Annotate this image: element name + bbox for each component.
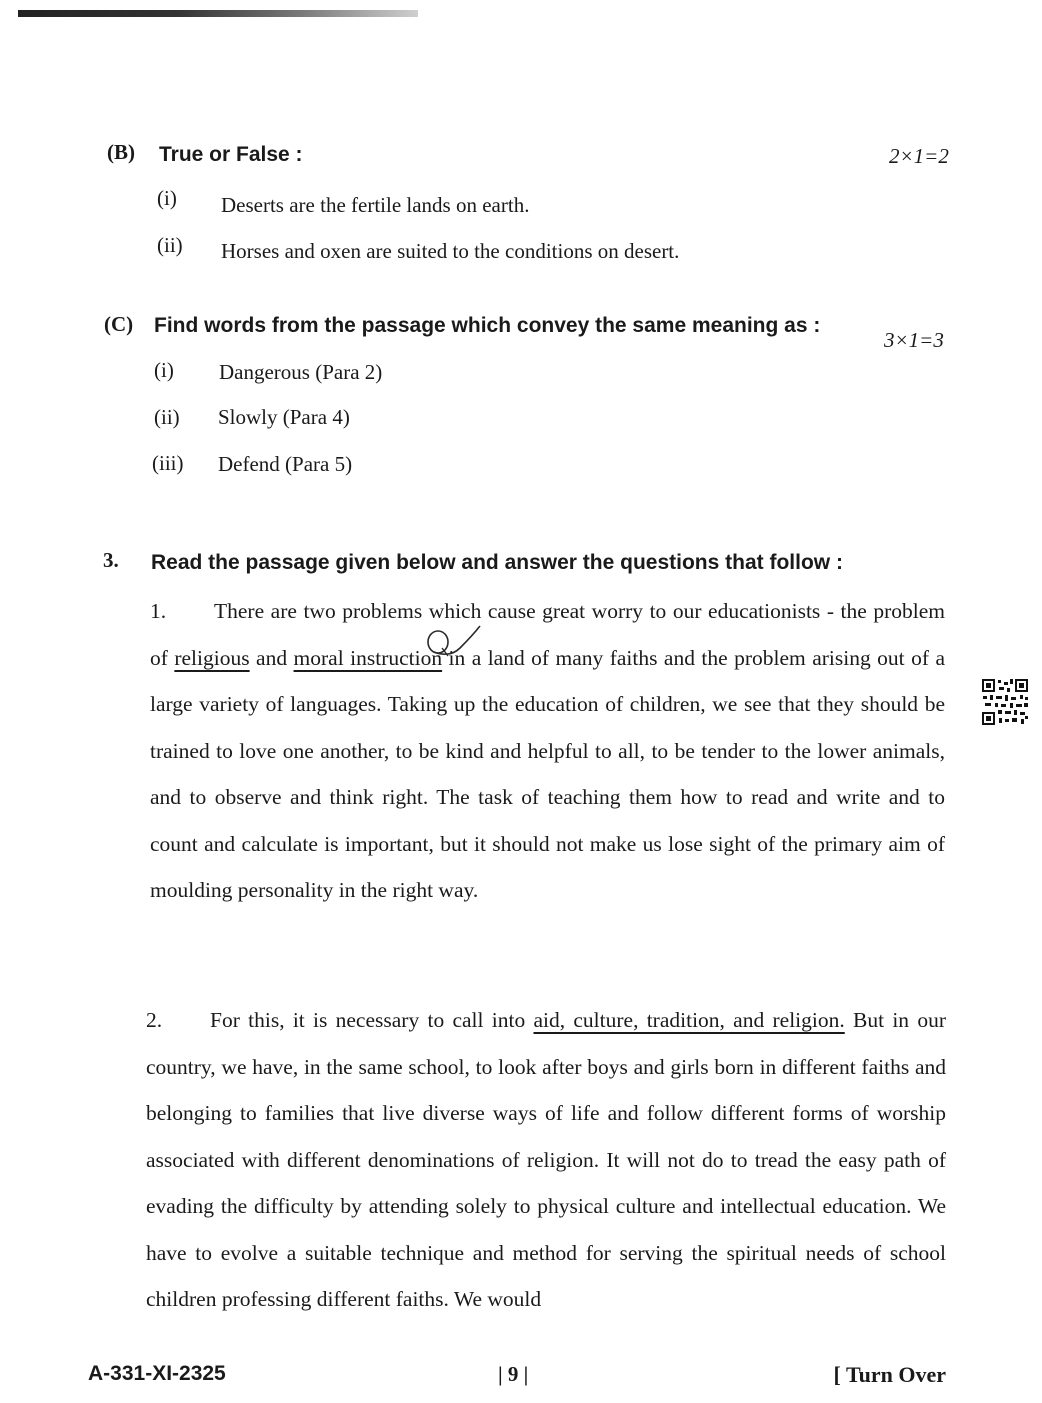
section-b-item-text: Horses and oxen are suited to the conditions on desert. xyxy=(221,239,680,263)
question-3-instruction: Read the passage given below and answer the questions that follow : xyxy=(151,551,843,574)
paragraph-text: and xyxy=(249,645,294,670)
underlined-text: religious xyxy=(174,645,250,670)
scan-edge-bar xyxy=(18,10,418,17)
paragraph-text: For this, it is necessary to call into xyxy=(210,1008,534,1032)
section-c-item-text: Dangerous (Para 2) xyxy=(219,360,383,384)
section-b-item-text: Deserts are the fertile lands on earth. xyxy=(221,193,530,217)
section-b-item-num: (ii) xyxy=(157,233,183,257)
section-b-item-num: (i) xyxy=(157,186,177,210)
section-c-marks: 3×1=3 xyxy=(884,328,944,352)
section-c-item-text: Slowly (Para 4) xyxy=(218,405,350,429)
question-3-number: 3. xyxy=(103,548,119,572)
section-c-item-num: (i) xyxy=(154,358,174,382)
section-b-label: (B) xyxy=(107,140,135,164)
section-b-title: True or False : xyxy=(159,143,303,166)
passage-paragraph-1 xyxy=(150,588,945,914)
section-c-item-num: (iii) xyxy=(152,451,184,475)
section-c-item-text: Defend (Para 5) xyxy=(218,452,353,476)
paper-code: A-331-XI-2325 xyxy=(88,1362,226,1385)
paragraph-text: But in our country, we have, in the same school, to look after boys and girls born in different faiths and belonging to families that live diverse ways of life and follow different forms of worship associated with different denominations of religion. It will not do to tread the easy path of evading the difficulty by attending solely to physical culture and intellectual education. We have to evolve a suitable technique and method for serving the spiritual needs of school children professing different faiths. We would xyxy=(146,1008,946,1311)
qr-code-icon xyxy=(981,678,1029,726)
section-c-item-num: (ii) xyxy=(154,405,180,429)
paragraph-number: 2. xyxy=(146,1008,163,1032)
turn-over-label: [ Turn Over xyxy=(833,1362,946,1387)
section-b-marks: 2×1=2 xyxy=(889,144,949,168)
underlined-text: moral instruction xyxy=(293,645,443,670)
paragraph-number: 1. xyxy=(150,599,167,623)
paragraph-text: There are two problems which cause great worry to our educationists - the problem of xyxy=(150,599,945,670)
handwritten-q-mark-icon xyxy=(420,622,484,670)
section-c-label: (C) xyxy=(104,312,134,336)
underlined-text: aid, culture, tradition, and religion. xyxy=(533,1008,845,1032)
paragraph-text: in a land of many faiths and the problem arising out of a large variety of languages. Taking up the education of children, we see that they should be trained to love one another, to be kind and helpful to all, to be tender to the lower animals, and to observe and think right. The task of teaching them how to read and write and to count and calculate is important, but it should not make us lose sight of the primary aim of moulding personality in the right way. xyxy=(150,645,945,902)
page-number: | 9 | xyxy=(498,1362,529,1386)
section-c-title: Find words from the passage which convey the same meaning as : xyxy=(154,314,821,337)
passage-paragraph-2 xyxy=(146,997,946,1323)
